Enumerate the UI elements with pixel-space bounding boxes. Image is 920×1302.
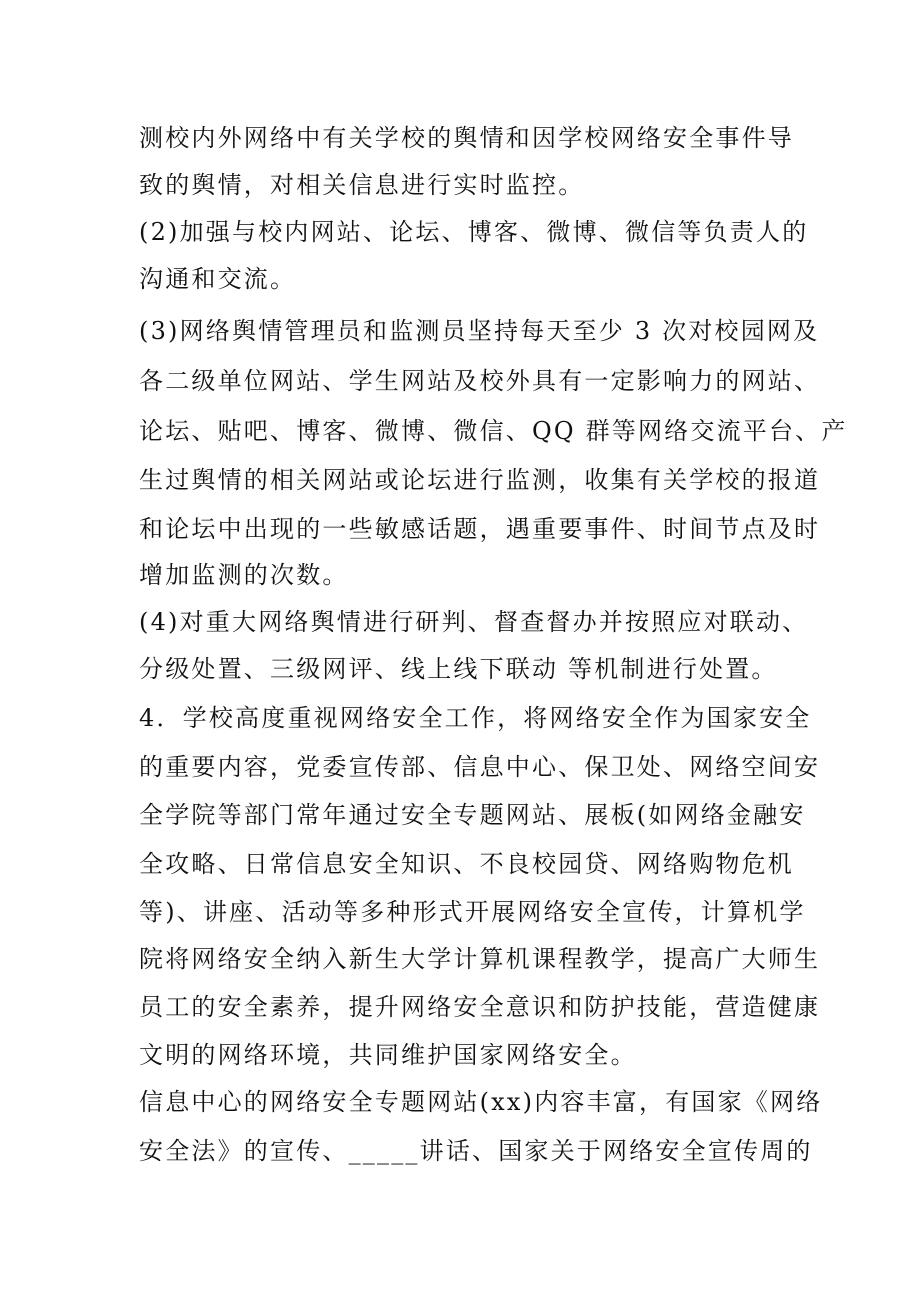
text-line: 全攻略、日常信息安全知识、不良校园贷、网络购物危机 (139, 850, 794, 878)
text-line: 文明的网络环境，共同维护国家网络安全。 (139, 1041, 637, 1069)
text-line: 员工的安全素养，提升网络安全意识和防护技能，营造健康 (139, 993, 821, 1021)
text-line: 4．学校高度重视网络安全工作，将网络安全作为国家安全 (139, 704, 812, 732)
text-line: 院将网络安全纳入新生大学计算机课程教学，提高广大师生 (139, 945, 821, 973)
text-line: 分级处置、三级网评、线上线下联动 等机制进行处置。 (139, 655, 778, 683)
text-line: 致的舆情，对相关信息进行实时监控。 (139, 171, 585, 199)
text-line: (3)网络舆情管理员和监测员坚持每天至少 3 次对校园网及 (139, 317, 820, 345)
text-line: 增加监测的次数。 (139, 561, 349, 589)
text-line: 测校内外网络中有关学校的舆情和因学校网络安全事件导 (139, 124, 794, 152)
text-line: 沟通和交流。 (139, 265, 297, 293)
text-line: 全学院等部门常年通过安全专题网站、展板(如网络金融安 (139, 801, 806, 829)
text-line: (4)对重大网络舆情进行研判、督查督办并按照应对联动、 (139, 608, 809, 636)
text-line: 等)、讲座、活动等多种形式开展网络安全宣传，计算机学 (139, 898, 806, 926)
text-line: 论坛、贴吧、博客、微博、微信、QQ 群等网络交流平台、产 (139, 417, 848, 445)
text-line: 和论坛中出现的一些敏感话题，遇重要事件、时间节点及时 (139, 515, 821, 543)
text-line: (2)加强与校内网站、论坛、博客、微博、微信等负责人的 (139, 218, 809, 246)
text-line: 信息中心的网络安全专题网站(xx)内容丰富，有国家《网络 (139, 1088, 823, 1116)
text-line: 安全法》的宣传、_____讲话、国家关于网络安全宣传周的 (139, 1137, 813, 1165)
text-line: 各二级单位网站、学生网站及校外具有一定影响力的网站、 (139, 367, 821, 395)
text-line: 的重要内容，党委宣传部、信息中心、保卫处、网络空间安 (139, 753, 821, 781)
text-line: 生过舆情的相关网站或论坛进行监测，收集有关学校的报道 (139, 466, 821, 494)
